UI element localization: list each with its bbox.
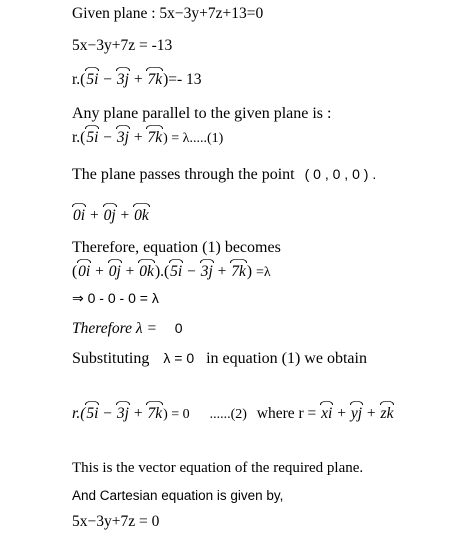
- in-equation-text: in equation (1) we obtain: [206, 350, 367, 367]
- cartesian-equation-line: [72, 512, 159, 532]
- given-plane-text: Given plane : 5x−3y+7z+13=0: [72, 5, 264, 22]
- vec-comp-0k: 0k: [139, 263, 154, 280]
- equation-1-rhs: ) = λ.....(1): [163, 131, 224, 146]
- substituting-text: Substituting: [72, 350, 150, 367]
- r-dot-prefix: r.(: [72, 129, 86, 146]
- vec-comp-5i: 5i: [170, 263, 183, 280]
- vec-comp-3j: 3j: [116, 405, 129, 422]
- vec-comp-7k: 7k: [147, 129, 163, 146]
- cartesian-equation-text: 5x−3y+7z = 0: [72, 513, 160, 530]
- equation-2-tag: ......(2): [209, 407, 247, 422]
- minus-sign: −: [103, 129, 113, 146]
- vec-comp-7k: 7k: [147, 405, 163, 422]
- plus-sign: +: [133, 405, 143, 422]
- parallel-plane-text: Any plane parallel to the given plane is :: [72, 105, 332, 122]
- conclusion-text: This is the vector equation of the required plane.: [72, 460, 364, 476]
- parallel-plane-line: [72, 104, 331, 124]
- cartesian-intro-line: [72, 486, 283, 506]
- substitution-line: [72, 262, 271, 283]
- vector-equation-rhs: ) = 0: [163, 407, 190, 422]
- vec-comp-7k: 7k: [231, 263, 246, 280]
- vec-comp-0j: 0j: [108, 263, 121, 280]
- therefore-line: [72, 238, 281, 258]
- plus-sign: +: [366, 405, 376, 422]
- plus-sign: +: [95, 263, 104, 280]
- vector-equation-line: [72, 404, 394, 425]
- vec-comp-0i: 0i: [78, 263, 91, 280]
- plus-sign: +: [217, 263, 227, 280]
- parallel-plane-equation: [72, 128, 223, 149]
- vector-form-line: [72, 70, 202, 90]
- point-line: [72, 164, 376, 185]
- vec-comp-5i: 5i: [86, 71, 99, 88]
- where-r-text: where r =: [256, 405, 317, 422]
- lambda-value: 0: [174, 320, 183, 336]
- paren-open: (: [72, 263, 78, 280]
- vec-comp-0i: 0i: [73, 207, 86, 224]
- r-dot-prefix: r.(: [72, 71, 86, 88]
- given-plane-line: [72, 4, 263, 24]
- minus-sign: −: [103, 71, 113, 88]
- therefore-text: Therefore, equation (1) becomes: [72, 239, 281, 256]
- vec-comp-5i: 5i: [86, 129, 99, 146]
- vec-comp-0k: 0k: [134, 207, 149, 224]
- cartesian-intro-text: And Cartesian equation is given by,: [72, 488, 284, 503]
- vec-comp-5i: 5i: [86, 405, 99, 422]
- lambda-label: Therefore λ =: [72, 320, 157, 337]
- vec-comp-3j: 3j: [200, 263, 213, 280]
- lambda-zero: λ = 0: [163, 350, 195, 366]
- plus-sign: +: [337, 405, 346, 422]
- origin-vector-line: [72, 206, 150, 226]
- plus-sign: +: [133, 71, 143, 88]
- point-text: The plane passes through the point: [72, 166, 295, 183]
- vec-comp-zk: zk: [380, 405, 394, 422]
- implies-text: ⇒ 0 - 0 - 0 = λ: [72, 290, 159, 306]
- r-dot-prefix: r.(: [72, 405, 86, 422]
- plus-sign: +: [89, 207, 99, 224]
- implies-line: [72, 288, 159, 309]
- vector-form-rhs: )=- 13: [163, 71, 202, 88]
- vec-comp-3j: 3j: [116, 129, 129, 146]
- vec-comp-7k: 7k: [147, 71, 163, 88]
- plus-sign: +: [133, 129, 143, 146]
- minus-sign: −: [187, 263, 196, 280]
- dot-paren: ).(: [154, 263, 170, 280]
- substituting-line: [72, 348, 367, 369]
- substitution-rhs: =λ: [255, 265, 271, 280]
- conclusion-line: [72, 458, 363, 478]
- origin-point: ( 0 , 0 , 0 ) .: [304, 166, 377, 182]
- vec-comp-3j: 3j: [116, 71, 129, 88]
- vec-comp-yj: yj: [350, 405, 363, 422]
- plus-sign: +: [125, 263, 135, 280]
- plus-sign: +: [120, 207, 130, 224]
- lambda-value-line: [72, 318, 183, 339]
- minus-sign: −: [103, 405, 113, 422]
- vec-comp-xi: xi: [321, 405, 333, 422]
- plane-rearranged-line: [72, 36, 172, 56]
- vec-comp-0j: 0j: [103, 207, 116, 224]
- paren-close: ): [246, 263, 253, 280]
- plane-rearranged-text: 5x−3y+7z = -13: [72, 37, 173, 54]
